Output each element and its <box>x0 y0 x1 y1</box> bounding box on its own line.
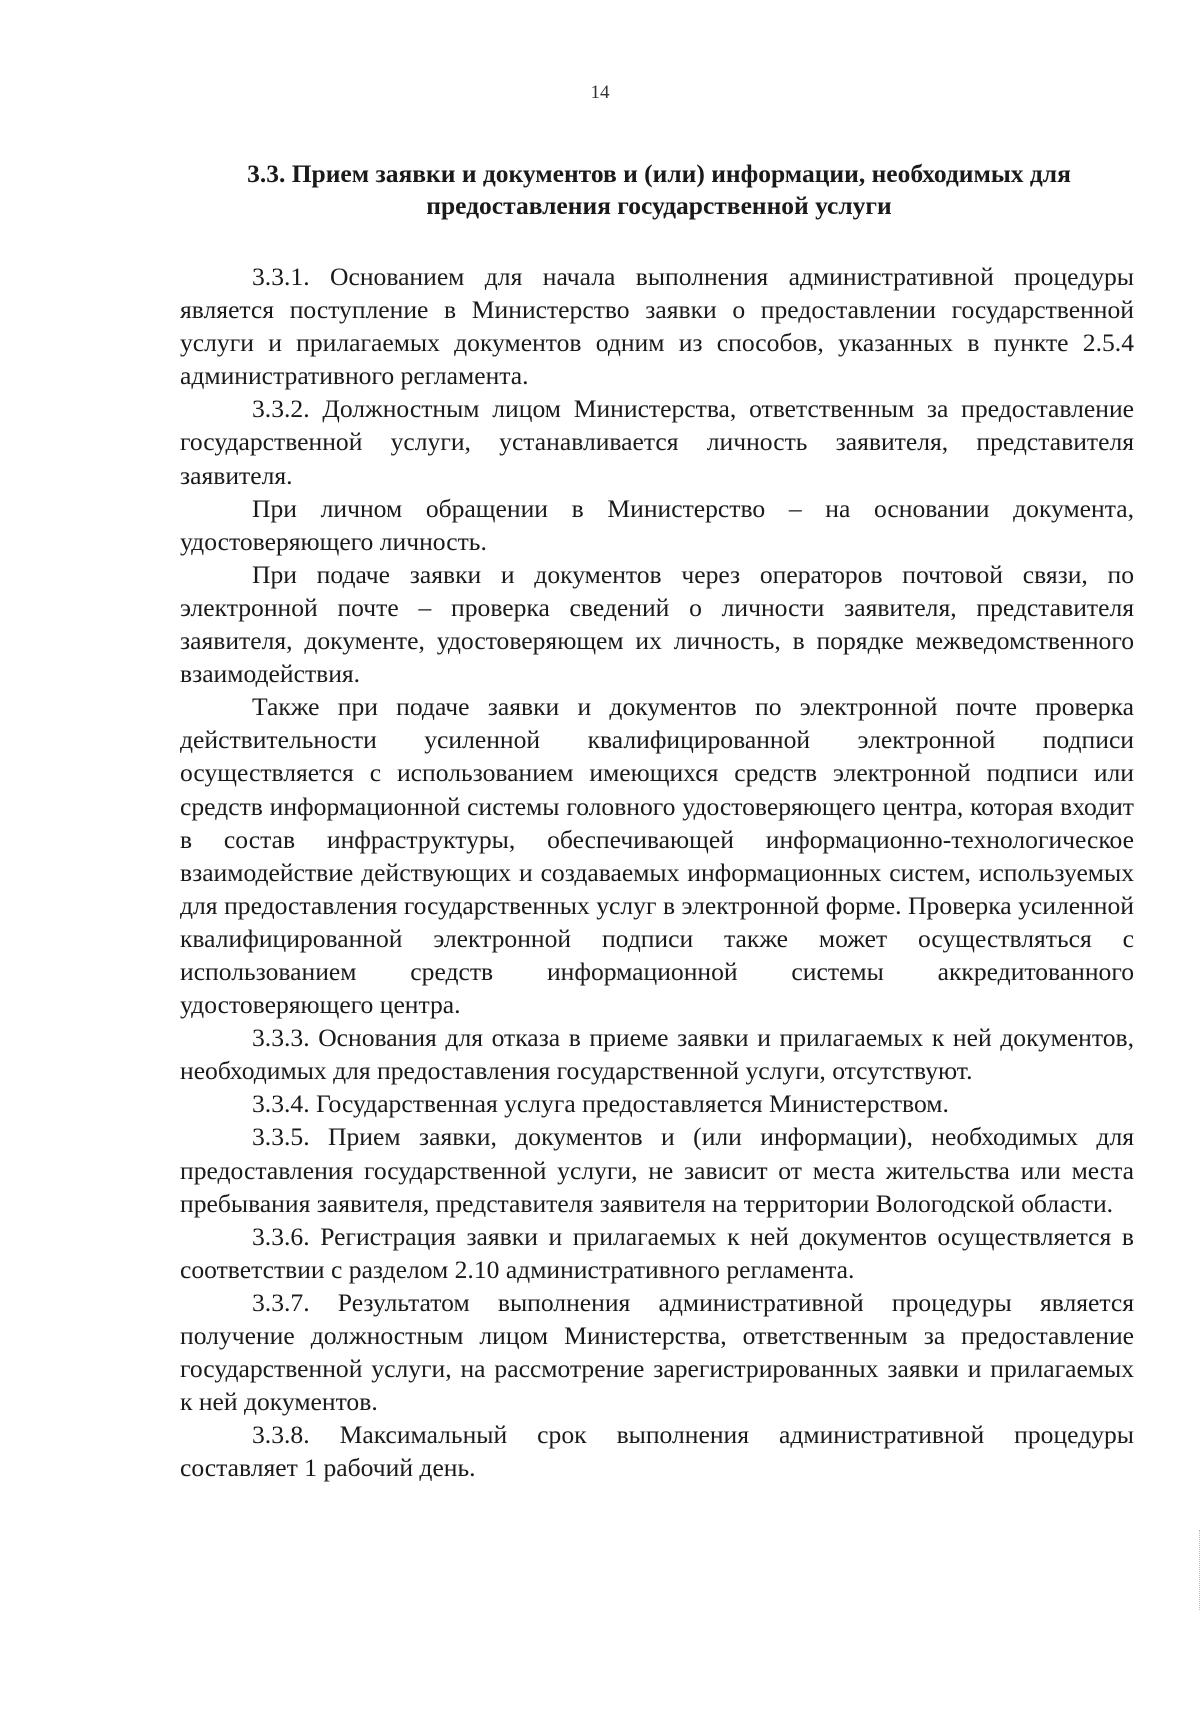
scan-margin-marks <box>1193 1530 1200 1610</box>
page-number: 14 <box>590 82 610 103</box>
paragraph-3-3-4: 3.3.4. Государственная услуга предоставляется Министерством. <box>252 1089 949 1119</box>
paragraph-3-3-6: 3.3.6. Регистрация заявки и прилагаемых к ней документов осуществляется в соответствии с разделом 2.10 административного регламента. <box>180 1221 1134 1284</box>
paragraph-3-3-1: 3.3.1. Основанием для начала выполнения административной процедуры является поступление в Министерство заявки о предоставлении государственной услуги и прилагаемых документов одним из способов, указанных в пункте 2.5.4 административного регламента. <box>180 262 1134 391</box>
section-heading: 3.3. Прием заявки и документов и (или) информации, необходимых для предоставления государственной услуги <box>247 159 1071 220</box>
paragraph-3-3-7: 3.3.7. Результатом выполнения административной процедуры является получение должностным лицом Министерства, ответственным за предоставление государственной услуги, на рассмотрение зарегистрированных заявки и прилагаемых к ней документов. <box>180 1287 1134 1417</box>
paragraph-3-3-5: 3.3.5. Прием заявки, документов и (или информации), необходимых для предоставления государственной услуги, не зависит от места жительства или места пребывания заявителя, представителя заявителя на территории Вологодской области. <box>180 1122 1134 1218</box>
paragraph-3-3-3: 3.3.3. Основания для отказа в приеме заявки и прилагаемых к ней документов, необходимых для предоставления государственной услуги, отсутствуют. <box>180 1023 1134 1086</box>
paragraph-postal-email: При подаче заявки и документов через операторов почтовой связи, по электронной почте – проверка сведений о личности заявителя, представителя заявителя, документе, удостоверяющем их личность, в порядке межведомственного взаимодействия. <box>180 559 1134 689</box>
paragraph-personal-visit: При личном обращении в Министерство – на основании документа, удостоверяющего личность. <box>180 493 1134 556</box>
paragraph-3-3-2: 3.3.2. Должностным лицом Министерства, ответственным за предоставление государственной услуги, устанавливается личность заявителя, представителя заявителя. <box>180 394 1134 490</box>
paragraph-electronic-signature: Также при подаче заявки и документов по электронной почте проверка действительности усиленной квалифицированной электронной подписи осуществляется с использованием имеющихся средств электронной подписи или средств информационной системы головного удостоверяющего центра, которая входит в состав инфраструктуры, обеспечивающей информационно-технологическое взаимодействие действующих и создаваемых информационных систем, используемых для предоставления государственных услуг в электронной форме. Проверка усиленной квалифицированной электронной подписи также может осуществляться с использованием средств информационной системы аккредитованного удостоверяющего центра. <box>180 692 1134 1020</box>
paragraph-3-3-8: 3.3.8. Максимальный срок выполнения административной процедуры составляет 1 рабочий день. <box>180 1420 1134 1483</box>
document-body <box>180 260 1134 1484</box>
